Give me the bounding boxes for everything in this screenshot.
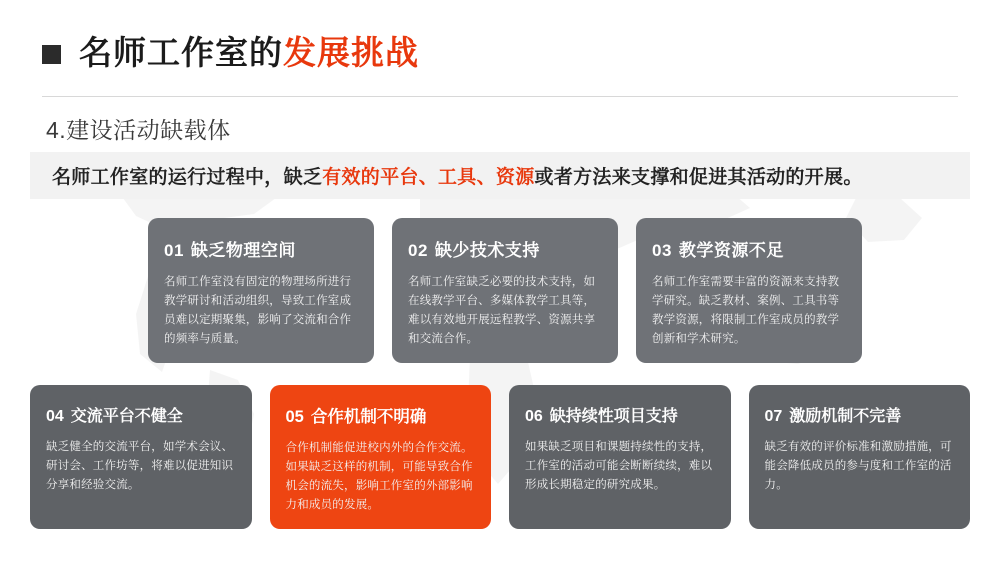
section-subheading: 4.建设活动缺载体 xyxy=(46,117,231,143)
card-heading xyxy=(652,236,846,261)
card-body: 名师工作室没有固定的物理场所进行教学研讨和活动组织，导致工作室成员难以定期聚集，影响了交流和合作的频率与质量。 xyxy=(164,276,352,345)
lead-statement-band xyxy=(30,152,970,199)
card-title: 缺持续性项目支持 xyxy=(549,407,678,425)
title-accent: 发展挑战 xyxy=(283,34,419,71)
challenge-card-06[interactable] xyxy=(509,385,731,529)
card-heading xyxy=(765,403,955,426)
card-title: 合作机制不明确 xyxy=(310,407,427,426)
card-number: 03 xyxy=(652,241,672,260)
challenge-card-04[interactable] xyxy=(30,385,252,529)
challenge-card-01[interactable] xyxy=(148,218,374,363)
card-body: 如果缺乏项目和课题持续性的支持，工作室的活动可能会断断续续，难以形成长期稳定的研究成果。 xyxy=(525,440,713,491)
card-row-top xyxy=(30,218,970,363)
card-title: 激励机制不完善 xyxy=(789,407,902,425)
card-title: 教学资源不足 xyxy=(678,241,784,260)
card-title: 交流平台不健全 xyxy=(70,407,183,425)
card-number: 02 xyxy=(408,241,428,260)
page-title xyxy=(42,36,419,69)
square-bullet-icon xyxy=(42,45,61,64)
card-heading xyxy=(46,403,236,426)
card-number: 01 xyxy=(164,241,184,260)
card-number: 06 xyxy=(525,407,543,425)
card-body: 名师工作室缺乏必要的技术支持，如在线教学平台、多媒体教学工具等，难以有效地开展远程教学、资源共享和交流合作。 xyxy=(408,276,596,345)
lead-statement-text xyxy=(52,162,863,189)
card-title: 缺少技术支持 xyxy=(434,241,540,260)
card-row-bottom xyxy=(30,385,970,529)
card-number: 05 xyxy=(285,407,304,426)
card-heading xyxy=(286,403,476,427)
title-text xyxy=(79,36,419,69)
challenge-card-03[interactable] xyxy=(636,218,862,363)
lead-part-1: 名师工作室的运行过程中，缺乏 xyxy=(52,167,323,188)
card-number: 07 xyxy=(764,407,783,425)
title-divider xyxy=(42,96,958,97)
card-heading xyxy=(525,403,715,426)
card-number: 04 xyxy=(46,407,64,425)
challenge-card-02[interactable] xyxy=(392,218,618,363)
lead-part-2: 或者方法来支撑和促进其活动的开展。 xyxy=(534,167,863,188)
challenge-card-07[interactable] xyxy=(749,385,971,529)
card-heading xyxy=(164,236,358,261)
card-heading xyxy=(408,236,602,261)
title-prefix: 名师工作室的 xyxy=(79,34,283,71)
challenge-card-grid xyxy=(30,218,970,529)
challenge-card-05[interactable] xyxy=(270,385,492,529)
card-body: 合作机制能促进校内外的合作交流。如果缺乏这样的机制，可能导致合作机会的流失，影响工作室的外部影响力和成员的发展。 xyxy=(285,441,473,511)
card-title: 缺乏物理空间 xyxy=(190,241,296,260)
card-body: 名师工作室需要丰富的资源来支持教学研究。缺乏教材、案例、工具书等教学资源，将限制工作室成员的教学创新和学术研究。 xyxy=(652,276,840,345)
card-body: 缺乏有效的评价标准和激励措施，可能会降低成员的参与度和工作室的活力。 xyxy=(764,440,952,491)
lead-highlight: 有效的平台、工具、资源 xyxy=(322,167,535,188)
card-body: 缺乏健全的交流平台，如学术会议、研讨会、工作坊等，将难以促进知识分享和经验交流。 xyxy=(46,440,234,491)
